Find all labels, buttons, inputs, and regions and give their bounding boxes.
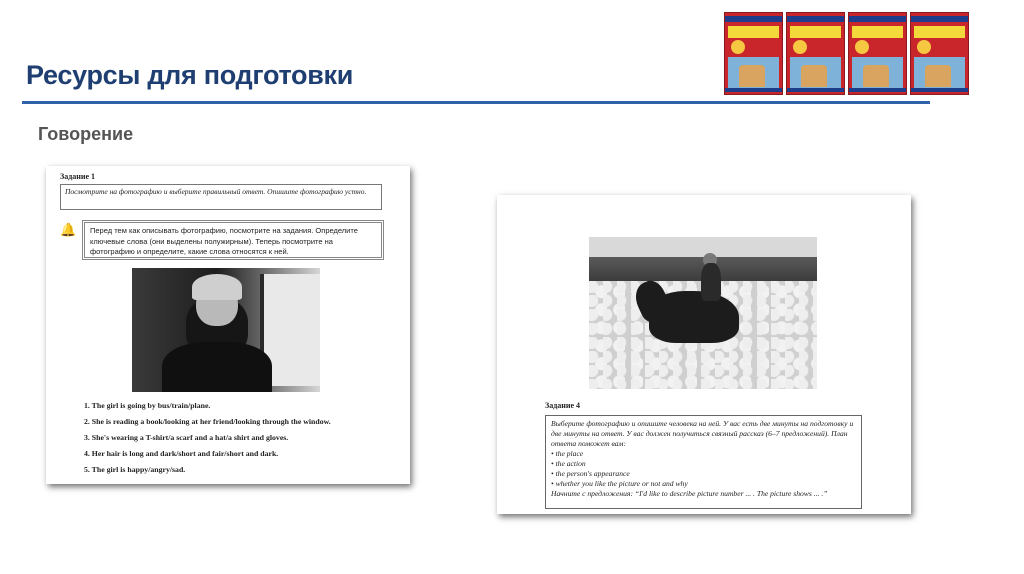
bell-icon: 🔔 <box>60 222 77 237</box>
book-cover-1 <box>724 12 783 95</box>
task4-sheet <box>497 195 911 514</box>
task1-title: Задание 1 <box>60 172 96 181</box>
list-item: • the place <box>551 449 856 459</box>
book-cover-2 <box>786 12 845 95</box>
list-item: 4. Her hair is long and dark/short and fair/short and dark. <box>84 449 279 458</box>
list-item: 5. The girl is happy/angry/sad. <box>84 465 186 474</box>
task4-title: Задание 4 <box>545 401 581 410</box>
list-item: • whether you like the picture or not and why <box>551 479 856 489</box>
girl-on-train-photo <box>132 268 320 392</box>
task4-intro: Выберите фотографию и опишите человека на ней. У вас есть две минуты на подготовку и две минуты на ответ. У вас должен получиться связный рассказ (6–7 предложений). План ответа поможет вам: <box>551 419 854 448</box>
task4-instruction <box>545 415 862 509</box>
task1-hint: Перед тем как описывать фотографию, посмотрите на задания. Определите ключевые слова (они выделены полужирным). Теперь посмотрите на фотографию и определите, какие слова относятся к ней. <box>82 220 384 260</box>
section-subtitle: Говорение <box>38 124 134 144</box>
list-item: • the person's appearance <box>551 469 856 479</box>
list-item: • the action <box>551 459 856 469</box>
list-item: 1. The girl is going by bus/train/plane. <box>84 401 211 410</box>
book-cover-4 <box>910 12 969 95</box>
task4-plan <box>551 449 856 489</box>
task4-start: Начните с предложения: “I'd like to describe picture number ... . The picture shows ... .” <box>551 489 828 498</box>
page-title: Ресурсы для подготовки <box>26 60 354 90</box>
horse-rider-photo <box>589 237 817 389</box>
list-item: 2. She is reading a book/looking at her friend/looking through the window. <box>84 417 331 426</box>
book-cover-3 <box>848 12 907 95</box>
task1-sheet <box>46 166 410 484</box>
task1-instruction: Посмотрите на фотографию и выберите правильный ответ. Опишите фотографию устно. <box>60 184 382 210</box>
list-item: 3. She's wearing a T-shirt/a scarf and a hat/a shirt and gloves. <box>84 433 289 442</box>
book-covers <box>724 12 969 95</box>
title-underline <box>22 101 930 104</box>
task1-questions <box>84 398 404 478</box>
